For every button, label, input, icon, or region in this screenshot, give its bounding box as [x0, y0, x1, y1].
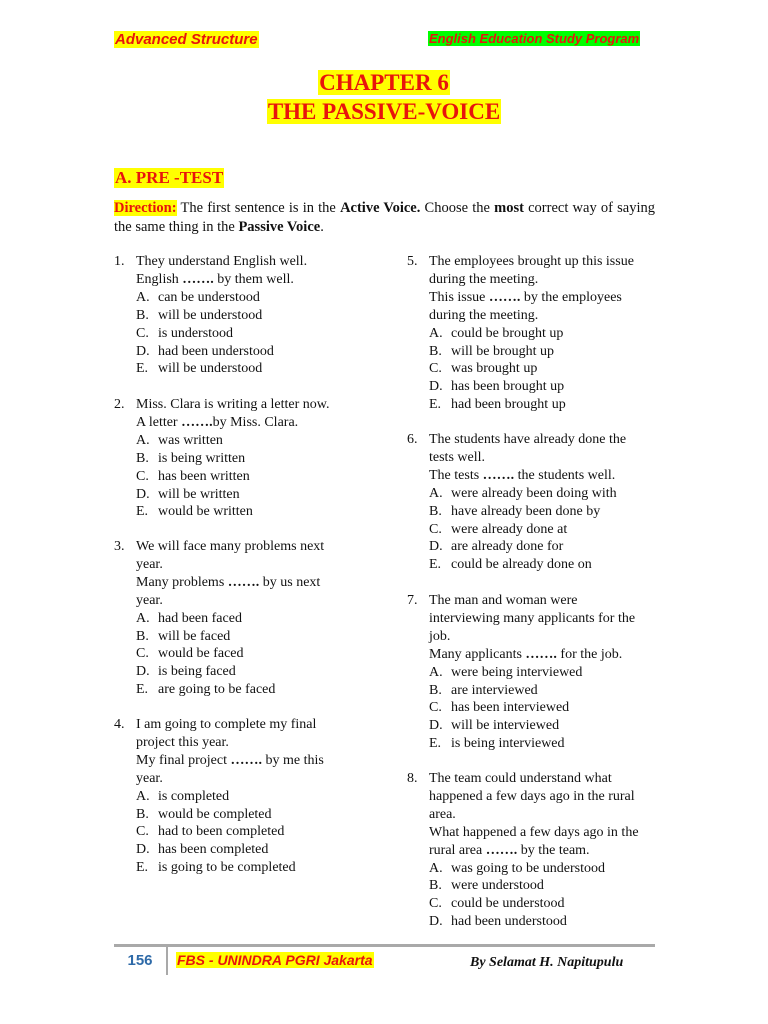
- question-sentence-line: year.: [136, 556, 163, 572]
- blank-placeholder: …….: [488, 289, 521, 305]
- answer-option: [429, 538, 659, 556]
- option-text: can be understood: [158, 289, 260, 305]
- option-text: was going to be understood: [451, 860, 605, 876]
- option-text: would be written: [158, 504, 253, 520]
- question-sentence-line: They understand English well.: [136, 254, 308, 269]
- answer-option: [136, 628, 354, 646]
- option-text: were already done at: [451, 521, 568, 537]
- question-number: 8.: [407, 771, 418, 786]
- answer-option: [429, 556, 659, 574]
- question-number: 3.: [114, 539, 125, 554]
- question-prompt: [136, 574, 354, 592]
- answer-option: [429, 485, 659, 503]
- answer-option: [429, 396, 659, 414]
- option-text: will be interviewed: [451, 718, 560, 734]
- question-body: [429, 253, 659, 414]
- option-text: is being faced: [158, 664, 236, 680]
- prompt-text: by us next: [259, 574, 321, 590]
- chapter-title-text: THE PASSIVE-VOICE: [267, 99, 501, 124]
- blank-placeholder: …….: [482, 467, 515, 483]
- option-text: is being written: [158, 450, 246, 466]
- option-letter: A.: [136, 610, 150, 626]
- answer-option: [429, 325, 659, 343]
- option-text: could be understood: [451, 896, 565, 912]
- direction-text-1: The first sentence is in the: [176, 200, 341, 216]
- question-prompt: [429, 467, 659, 485]
- question-prompt-cont: during the meeting.: [429, 307, 539, 323]
- answer-option: [136, 610, 354, 628]
- option-text: were understood: [451, 878, 544, 894]
- prompt-text: by Miss. Clara.: [212, 414, 299, 430]
- option-text: would be completed: [158, 806, 272, 822]
- question-body: [429, 431, 659, 574]
- question-sentence-line: project this year.: [136, 734, 229, 750]
- answer-option: [429, 895, 659, 913]
- direction-bold-1: Active Voice.: [340, 200, 421, 216]
- option-letter: A.: [429, 485, 443, 501]
- option-letter: E.: [136, 504, 149, 520]
- answer-option: [136, 307, 354, 325]
- answer-option: [429, 735, 659, 753]
- blank-placeholder: …….: [485, 842, 518, 858]
- question-prompt: [136, 414, 354, 432]
- option-letter: D.: [136, 842, 150, 858]
- page-number: 156: [114, 947, 168, 975]
- answer-option: [136, 468, 354, 486]
- question-body: [429, 592, 659, 753]
- direction-text-4: .: [320, 219, 324, 235]
- direction-text-2: Choose the: [420, 200, 495, 216]
- question-sentence-line: I am going to complete my final: [136, 717, 317, 732]
- question-number: 6.: [407, 432, 418, 447]
- blank-placeholder: …….: [525, 646, 557, 662]
- option-text: will be written: [158, 486, 240, 502]
- option-letter: E.: [136, 860, 149, 876]
- option-letter: C.: [136, 646, 149, 662]
- question-body: [429, 770, 659, 931]
- section-title: A. PRE -TEST: [115, 168, 224, 187]
- answer-option: [429, 378, 659, 396]
- answer-option: [136, 823, 354, 841]
- option-letter: E.: [136, 361, 149, 377]
- option-text: had been faced: [158, 610, 242, 626]
- answer-option: [136, 859, 354, 877]
- question-sentence-line: interviewing many applicants for the: [429, 610, 636, 626]
- question-item: [407, 253, 659, 414]
- option-letter: E.: [429, 557, 442, 573]
- option-letter: A.: [429, 860, 443, 876]
- prompt-text: by the employees: [520, 289, 622, 305]
- question-sentence-line: The team could understand what: [429, 771, 612, 786]
- option-letter: E.: [429, 397, 442, 413]
- direction-text-3: correct way of saying the same thing in the: [114, 200, 656, 235]
- question-item: [407, 431, 659, 574]
- prompt-text: by me this: [261, 752, 324, 768]
- option-text: will be faced: [158, 628, 231, 644]
- answer-option: [429, 717, 659, 735]
- option-letter: E.: [136, 682, 149, 698]
- question-number: 2.: [114, 397, 125, 412]
- answer-option: [429, 360, 659, 378]
- question-sentence-line: area.: [429, 806, 456, 822]
- option-text: has been written: [158, 468, 250, 484]
- option-text: was brought up: [451, 361, 538, 377]
- question-sentence-line: The employees brought up this issue: [429, 254, 634, 269]
- question-body: [136, 253, 354, 378]
- answer-option: [136, 289, 354, 307]
- blank-placeholder: …….: [230, 752, 262, 768]
- option-text: has been completed: [158, 842, 269, 858]
- option-text: will be understood: [158, 307, 263, 323]
- option-letter: C.: [429, 700, 442, 716]
- answer-option: [136, 806, 354, 824]
- option-letter: A.: [429, 664, 443, 680]
- option-letter: B.: [136, 628, 149, 644]
- question-body: [136, 538, 354, 699]
- option-text: could be brought up: [451, 325, 564, 341]
- answer-option: [136, 486, 354, 504]
- option-letter: E.: [429, 736, 442, 752]
- option-text: are going to be faced: [158, 682, 276, 698]
- option-text: have already been done by: [451, 503, 601, 519]
- option-letter: D.: [136, 664, 150, 680]
- footer-author: By Selamat H. Napitupulu: [470, 955, 624, 970]
- header-course-title: Advanced Structure: [115, 31, 258, 48]
- direction-bold-3: Passive Voice: [238, 219, 321, 235]
- question-item: [114, 716, 354, 877]
- answer-option: [429, 699, 659, 717]
- answer-option: [136, 503, 354, 521]
- question-prompt: [136, 752, 354, 770]
- header-program-title: English Education Study Program: [429, 31, 640, 46]
- question-item: [114, 396, 354, 521]
- option-text: will be understood: [158, 361, 263, 377]
- prompt-text: The tests: [429, 467, 483, 483]
- answer-option: [136, 681, 354, 699]
- answer-option: [136, 432, 354, 450]
- answer-option: [136, 325, 354, 343]
- option-text: could be already done on: [451, 557, 592, 573]
- answer-option: [429, 521, 659, 539]
- prompt-text: My final project: [136, 752, 231, 768]
- direction-label: Direction:: [114, 200, 177, 216]
- prompt-text: for the job.: [556, 646, 623, 662]
- option-letter: B.: [429, 503, 442, 519]
- question-number: 1.: [114, 254, 125, 269]
- option-text: was written: [158, 432, 223, 448]
- option-letter: C.: [136, 325, 149, 341]
- answer-option: [429, 913, 659, 931]
- option-letter: B.: [429, 682, 442, 698]
- question-sentence-line: We will face many problems next: [136, 539, 325, 554]
- option-letter: D.: [136, 486, 150, 502]
- question-sentence-line: Miss. Clara is writing a letter now.: [136, 397, 330, 412]
- option-text: has been interviewed: [451, 700, 570, 716]
- option-letter: C.: [136, 824, 149, 840]
- option-letter: D.: [429, 379, 443, 395]
- prompt-text: the students well.: [514, 467, 616, 483]
- answer-option: [429, 343, 659, 361]
- answer-option: [136, 645, 354, 663]
- option-text: will be brought up: [451, 343, 555, 359]
- option-text: has been brought up: [451, 379, 565, 395]
- option-letter: C.: [429, 896, 442, 912]
- option-text: is understood: [158, 325, 234, 341]
- question-item: [114, 253, 354, 378]
- option-letter: D.: [136, 343, 150, 359]
- question-item: [114, 538, 354, 699]
- question-sentence-line: job.: [429, 628, 451, 644]
- option-letter: B.: [429, 343, 442, 359]
- direction-paragraph: [114, 199, 655, 237]
- option-letter: A.: [429, 325, 443, 341]
- answer-option: [429, 860, 659, 878]
- chapter-number-text: CHAPTER 6: [319, 70, 449, 95]
- option-letter: A.: [136, 788, 150, 804]
- option-text: had been understood: [158, 343, 274, 359]
- blank-placeholder: …….: [227, 574, 260, 590]
- answer-option: [136, 663, 354, 681]
- direction-bold-2: most: [494, 200, 524, 216]
- question-prompt: [429, 842, 659, 860]
- answer-option: [429, 664, 659, 682]
- option-letter: B.: [136, 307, 149, 323]
- question-sentence-line: during the meeting.: [429, 271, 539, 287]
- answer-option: [429, 682, 659, 700]
- option-letter: D.: [429, 718, 443, 734]
- prompt-text: by them well.: [213, 271, 294, 287]
- prompt-text: This issue: [429, 289, 489, 305]
- answer-option: [136, 343, 354, 361]
- option-letter: D.: [429, 914, 443, 930]
- question-body: [136, 716, 354, 877]
- option-letter: A.: [136, 432, 150, 448]
- option-text: are interviewed: [451, 682, 538, 698]
- question-prompt: [429, 646, 659, 664]
- option-letter: C.: [429, 521, 442, 537]
- answer-option: [429, 877, 659, 895]
- chapter-number: [0, 70, 768, 96]
- option-text: is going to be completed: [158, 860, 296, 876]
- option-letter: B.: [136, 450, 149, 466]
- question-item: [407, 770, 659, 931]
- question-number: 7.: [407, 593, 418, 608]
- chapter-title: [0, 99, 768, 125]
- question-sentence-line: happened a few days ago in the rural: [429, 788, 635, 804]
- question-number: 4.: [114, 717, 125, 732]
- answer-option: [136, 450, 354, 468]
- option-letter: B.: [136, 806, 149, 822]
- prompt-text: by the team.: [517, 842, 590, 858]
- prompt-text: rural area: [429, 842, 486, 858]
- prompt-text: Many problems: [136, 574, 228, 590]
- answer-option: [429, 503, 659, 521]
- question-number: 5.: [407, 254, 418, 269]
- option-text: would be faced: [158, 646, 244, 662]
- prompt-text: English: [136, 271, 183, 287]
- question-body: [136, 396, 354, 521]
- blank-placeholder: …….: [181, 414, 213, 430]
- option-text: had been understood: [451, 914, 567, 930]
- option-letter: B.: [429, 878, 442, 894]
- option-text: had been brought up: [451, 397, 566, 413]
- question-prompt-cont: year.: [136, 592, 163, 608]
- question-prompt: [136, 271, 354, 289]
- option-text: had to been completed: [158, 824, 285, 840]
- option-text: were already been doing with: [451, 485, 617, 501]
- answer-option: [136, 360, 354, 378]
- option-text: are already done for: [451, 539, 564, 555]
- question-prompt-cont: year.: [136, 770, 163, 786]
- answer-option: [136, 841, 354, 859]
- prompt-text: Many applicants: [429, 646, 526, 662]
- option-letter: D.: [429, 539, 443, 555]
- question-item: [407, 592, 659, 753]
- question-sentence-line: The students have already done the: [429, 432, 627, 447]
- option-letter: A.: [136, 289, 150, 305]
- question-sentence-line: What happened a few days ago in the: [429, 824, 639, 840]
- option-text: is completed: [158, 788, 230, 804]
- option-letter: C.: [136, 468, 149, 484]
- question-prompt: [429, 289, 659, 307]
- question-sentence-line: The man and woman were: [429, 593, 578, 608]
- option-letter: C.: [429, 361, 442, 377]
- option-text: were being interviewed: [451, 664, 583, 680]
- question-sentence-line: tests well.: [429, 449, 485, 465]
- prompt-text: A letter: [136, 414, 182, 430]
- option-text: is being interviewed: [451, 736, 565, 752]
- answer-option: [136, 788, 354, 806]
- footer-institution: FBS - UNINDRA PGRI Jakarta: [177, 952, 373, 968]
- footer-divider: [114, 944, 655, 947]
- blank-placeholder: …….: [182, 271, 214, 287]
